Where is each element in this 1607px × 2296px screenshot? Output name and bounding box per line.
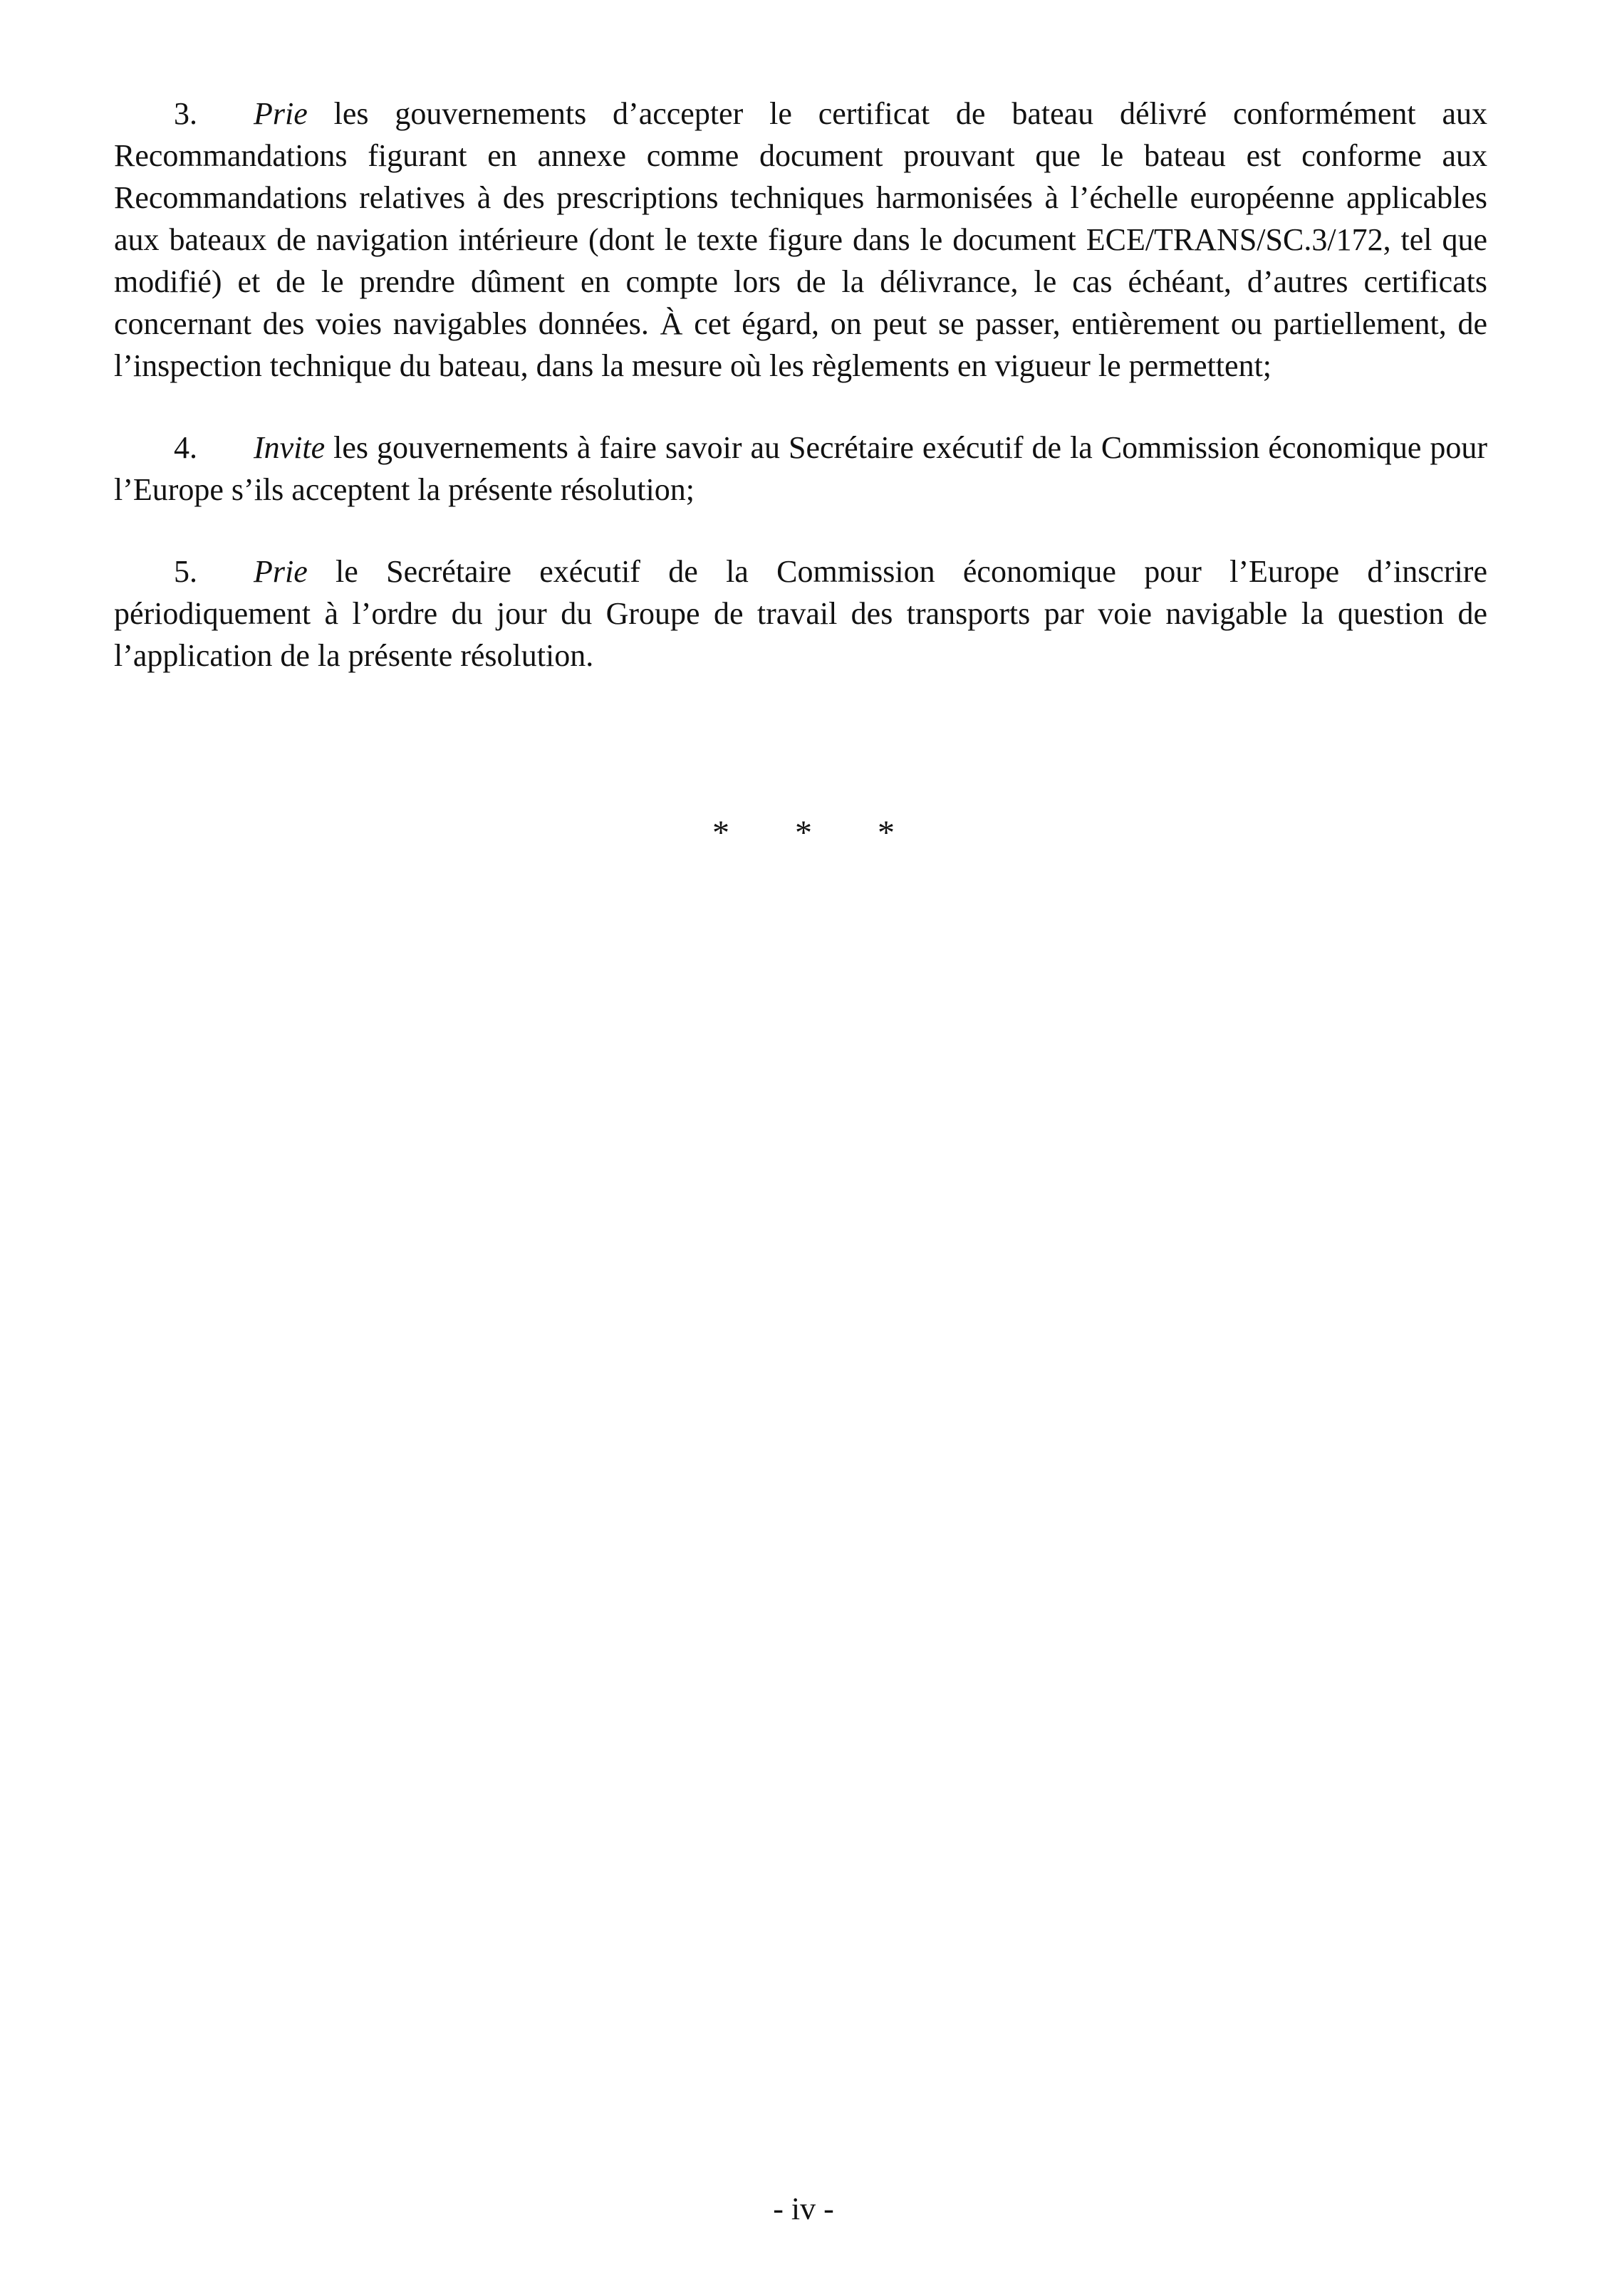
paragraph-keyword: Invite <box>254 430 326 465</box>
asterisk: * <box>712 814 729 852</box>
paragraph-number: 5. <box>174 554 197 589</box>
paragraph-text: les gouvernements à faire savoir au Secrétaire exécutif de la Commission économique pour l’Europe s’ils acceptent la présente résolution; <box>114 430 1487 507</box>
paragraph-text: le Secrétaire exécutif de la Commission économique pour l’Europe d’inscrire périodiquement à l’ordre du jour du Groupe de travail des transports par voie navigable la question de l’application de la présente résolution. <box>114 554 1487 673</box>
paragraph-text: les gouvernements d’accepter le certificat de bateau délivré conformément aux Recommandations figurant en annexe comme document prouvant que le bateau est conforme aux Recommandations relatives à des prescriptions techniques harmonisées à l’échelle européenne applicables aux bateaux de navigation intérieure (dont le texte figure dans le document ECE/TRANS/SC.3/172, tel que modifié) et de le prendre dûment en compte lors de la délivrance, le cas échéant, d’autres certificats concernant des voies navigables données. À cet égard, on peut se passer, entièrement ou partiellement, de l’inspection technique du bateau, dans la mesure où les règlements en vigueur le permettent; <box>114 96 1487 383</box>
asterisk: * <box>795 814 812 852</box>
paragraph-keyword: Prie <box>254 96 308 131</box>
paragraph-5 <box>114 550 1487 677</box>
paragraph-keyword: Prie <box>254 554 308 589</box>
page-number: - iv - <box>773 2191 834 2226</box>
paragraph-number: 4. <box>174 430 197 465</box>
paragraph-number: 3. <box>174 96 197 131</box>
asterisk: * <box>878 814 895 852</box>
resolution-body <box>114 93 1487 716</box>
paragraph-3 <box>114 93 1487 387</box>
section-separator <box>0 813 1607 852</box>
paragraph-4 <box>114 427 1487 511</box>
